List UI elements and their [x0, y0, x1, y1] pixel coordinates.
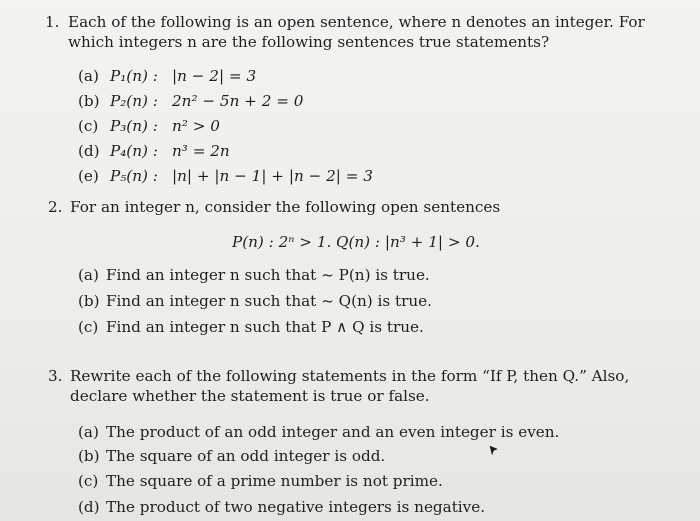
problem-2-item-b-label: (b)	[78, 292, 100, 310]
problem-1-item-a-expr: |n − 2| = 3	[172, 67, 257, 85]
problem-3-item-a-text: The product of an odd integer and an even integer is even.	[106, 423, 560, 441]
problem-2-item-c-label: (c)	[78, 318, 99, 336]
problem-2-sentence-q: Q(n) : |n³ + 1| > 0.	[336, 233, 480, 251]
problem-1-item-d-expr: n³ = 2n	[172, 142, 230, 160]
problem-2-item-a-text: Find an integer n such that ~ P(n) is true.	[106, 266, 430, 284]
problem-3-intro-line1: Rewrite each of the following statements in the form “If P, then Q.” Also,	[70, 367, 630, 385]
problem-1-item-d-name: P₄(n) :	[110, 142, 158, 160]
problem-3-item-b-text: The square of an odd integer is odd.	[106, 447, 386, 465]
mouse-pointer-icon	[487, 443, 501, 463]
problem-1-item-b-label: (b)	[78, 92, 100, 110]
problem-1-intro-line2: which integers n are the following sentences true statements?	[68, 33, 550, 51]
problem-1-item-a-label: (a)	[78, 67, 99, 85]
problem-1-item-c-label: (c)	[78, 117, 99, 135]
problem-2-number: 2.	[48, 198, 63, 216]
problem-3-item-b-label: (b)	[78, 447, 100, 465]
problem-3-item-a-label: (a)	[78, 423, 99, 441]
problem-1-item-e-expr: |n| + |n − 1| + |n − 2| = 3	[172, 167, 373, 185]
problem-2-item-b-text: Find an integer n such that ~ Q(n) is true.	[106, 292, 432, 310]
problem-1-item-a-name: P₁(n) :	[110, 67, 158, 85]
problem-1-item-b-expr: 2n² − 5n + 2 = 0	[172, 92, 304, 110]
problem-1-number: 1.	[45, 13, 60, 31]
problem-2-intro: For an integer n, consider the following open sentences	[70, 198, 501, 216]
problem-3-item-d-label: (d)	[78, 498, 100, 516]
problem-1-item-c-expr: n² > 0	[172, 117, 220, 135]
problem-1-item-b-name: P₂(n) :	[110, 92, 158, 110]
problem-3-item-d-text: The product of two negative integers is negative.	[106, 498, 486, 516]
problem-3-intro-line2: declare whether the statement is true or false.	[70, 387, 430, 405]
problem-1-item-e-label: (e)	[78, 167, 99, 185]
problem-3-item-c-label: (c)	[78, 472, 99, 490]
problem-1-item-c-name: P₃(n) :	[110, 117, 158, 135]
problem-2-item-c-text: Find an integer n such that P ∧ Q is true.	[106, 318, 424, 336]
problem-2-sentence-p: P(n) : 2ⁿ > 1.	[232, 233, 332, 251]
problem-2-item-a-label: (a)	[78, 266, 99, 284]
problem-1-item-d-label: (d)	[78, 142, 100, 160]
problem-3-number: 3.	[48, 367, 63, 385]
problem-1-item-e-name: P₅(n) :	[110, 167, 158, 185]
problem-1-intro-line1: Each of the following is an open sentence, where n denotes an integer. For	[68, 13, 645, 31]
problem-3-item-c-text: The square of a prime number is not prime.	[106, 472, 443, 490]
